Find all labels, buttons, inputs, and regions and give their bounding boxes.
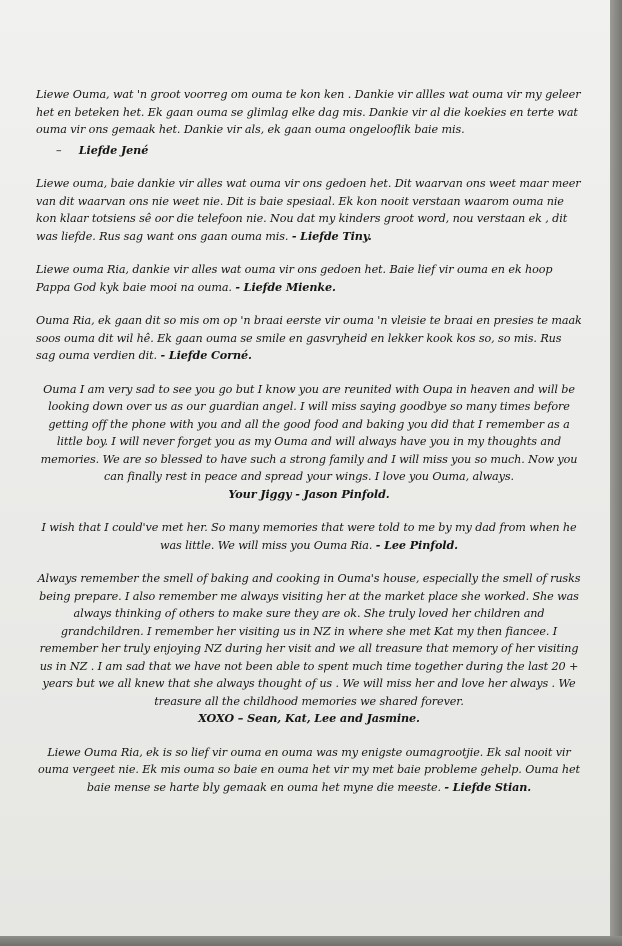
page-edge-bottom (0, 936, 622, 946)
message-text: Liewe ouma, baie dankie vir alles wat ouma vir ons gedoen het. Dit waarvan ons weet maar meer van dit waarvan ons nie weet nie. Dit is baie spesiaal. Ek kon nooit verstaan waarom ouma nie kon klaar totsiens sê oor die telefoon nie. Nou dat my kinders groot word, nou verstaan ek , dit was liefde. Rus sag want ons gaan ouma mis. (36, 177, 581, 243)
message-text: Liewe Ouma Ria, ek is so lief vir ouma en ouma was my enigste oumagrootjie. Ek sal nooit vir ouma vergeet nie. Ek mis ouma so baie en ouma het vir my met baie probleme gehelp. Ouma het baie mense se harte bly gemaak en ouma het myne die meeste. (38, 745, 580, 794)
message-jene (36, 86, 582, 139)
document-body (36, 86, 582, 796)
signature-lee: - Lee Pinfold. (375, 537, 458, 552)
message-text: Always remember the smell of baking and cooking in Ouma's house, especially the smell of rusks being prepare. I also remember me always visiting her at the market place she worked. She was always thinking of others to make sure they are ok. She truly loved her children and grandchildren. I remember her visiting us in NZ in where she met Kat my then fiancee. I remember her truly enjoying NZ during her visit and we all treasure that memory of her visiting us in NZ . I am sad that we have not been able to spent much time together during the last 20 + years but we all knew that she always thought of us . We will miss her and love her always . We treasure all the childhood memories we shared forever. (37, 572, 581, 708)
message-text: Liewe Ouma, wat 'n groot voorreg om ouma te kon ken . Dankie vir allles wat ouma vir my geleer het en beteken het. Ek gaan ouma se glimlag elke dag mis. Dankie vir al die koekies en terte wat ouma vir ons gemaak het. Dankie vir als, ek gaan ouma ongelooflik baie mis. (36, 88, 581, 136)
message-lee (36, 519, 582, 554)
message-text: Ouma Ria, ek gaan dit so mis om op 'n braai eerste vir ouma 'n vleisie te braai en presies te maak soos ouma dit wil hê. Ek gaan ouma se smile en gasvryheid en lekker kook kos so, so mis. Rus sag ouma verdien dit. (36, 314, 582, 362)
signature-sean: XOXO – Sean, Kat, Lee and Jasmine. (198, 711, 420, 725)
message-sean (36, 570, 582, 728)
page-edge-right (610, 0, 622, 946)
message-text: Liewe ouma Ria, dankie vir alles wat ouma vir ons gedoen het. Baie lief vir ouma en ek hoop Pappa God kyk baie mooi na ouma. (36, 263, 553, 294)
signature-jene: Liefde Jené (78, 142, 149, 157)
message-jason (36, 381, 582, 504)
signature-mienke: - Liefde Mienke. (235, 279, 336, 294)
message-tiny (36, 175, 582, 245)
signature-corne: - Liefde Corné. (160, 348, 252, 362)
message-text: Ouma I am very sad to see you go but I know you are reunited with Oupa in heaven and will be looking down over us as our guardian angel. I will miss saying goodbye so many times before getting off the phone with you and all the good food and baking you did that I remember as a little boy. I will never forget you as my Ouma and will always have you in my thoughts and memories. We are so blessed to have such a strong family and I will miss you so much. Now you can finally rest in peace and spread your wings. I love you Ouma, always. (40, 382, 578, 483)
signature-line-jene (56, 142, 582, 160)
signature-stian: - Liefde Stian. (444, 779, 532, 794)
message-mienke (36, 261, 582, 296)
message-text: I wish that I could've met her. So many memories that were told to me by my dad from when he was little. We will miss you Ouma Ria. (41, 521, 577, 552)
message-corne (36, 312, 582, 365)
signature-tiny: - Liefde Tiny. (291, 228, 372, 243)
message-stian (36, 744, 582, 797)
signature-dash: – (56, 143, 62, 157)
signature-jason: Your Jiggy - Jason Pinfold. (228, 486, 390, 501)
